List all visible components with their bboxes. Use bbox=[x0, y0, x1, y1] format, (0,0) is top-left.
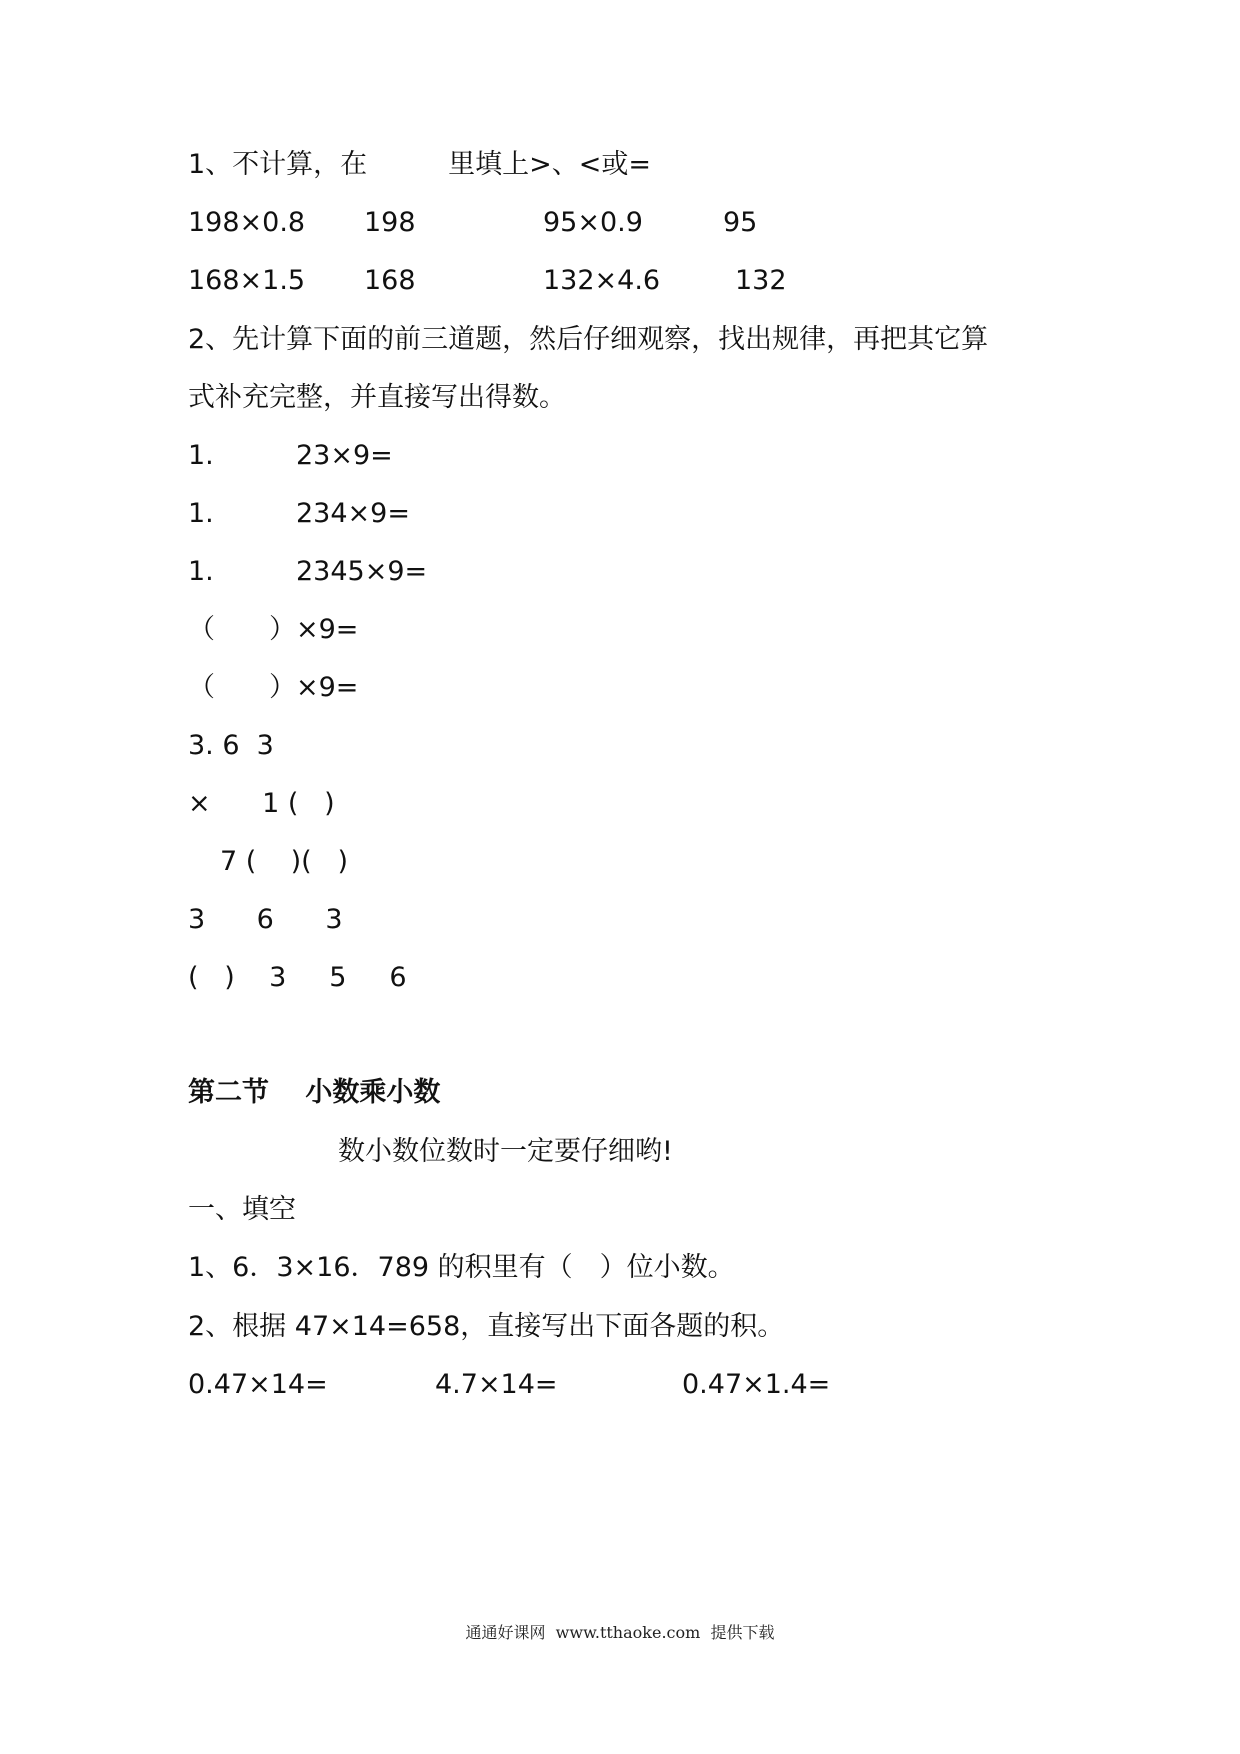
footer-credit: 通通好课网 www.tthaoke.com 提供下载 bbox=[465, 1623, 775, 1642]
product-expr: 4.7×14= bbox=[435, 1369, 558, 1400]
q1-expr: 132×4.6 bbox=[543, 265, 661, 296]
q1-compare: 95 bbox=[723, 207, 758, 238]
q3-line: 3 6 3 bbox=[188, 904, 343, 935]
q2-item-label: 1. bbox=[188, 556, 214, 587]
q3-line: 7 ( )( ) bbox=[220, 846, 348, 877]
product-expr: 0.47×1.4= bbox=[682, 1369, 831, 1400]
part-heading: 一、填空 bbox=[188, 1194, 296, 1225]
q1-expr: 95×0.9 bbox=[543, 207, 643, 238]
q3-line: ( ) 3 5 6 bbox=[188, 962, 407, 993]
fill-question-2: 2、根据 47×14=658，直接写出下面各题的积。 bbox=[188, 1311, 785, 1342]
q3-line: 3. 6 3 bbox=[188, 730, 274, 761]
q1-compare: 168 bbox=[364, 265, 416, 296]
q2-item-expr: 2345×9= bbox=[296, 556, 428, 587]
fill-question-1: 1、6．3×16．789 的积里有（ ）位小数。 bbox=[188, 1252, 735, 1283]
q1-expr: 168×1.5 bbox=[188, 265, 306, 296]
q2-blank-row: （ ）×9= bbox=[188, 672, 359, 703]
q1-expr: 198×0.8 bbox=[188, 207, 306, 238]
q1-compare: 198 bbox=[364, 207, 416, 238]
section-title: 第二节 小数乘小数 bbox=[188, 1077, 441, 1108]
q2-intro-cont: 式补充完整，并直接写出得数。 bbox=[188, 382, 566, 413]
q2-intro: 2、先计算下面的前三道题，然后仔细观察，找出规律，再把其它算 bbox=[188, 324, 989, 355]
q3-line: × 1 ( ) bbox=[188, 788, 335, 819]
q2-item-label: 1. bbox=[188, 498, 214, 529]
q2-item-label: 1. bbox=[188, 440, 214, 471]
q2-item-expr: 234×9= bbox=[296, 498, 410, 529]
q2-blank-row: （ ）×9= bbox=[188, 614, 359, 645]
section-tip: 数小数位数时一定要仔细哟! bbox=[338, 1136, 673, 1167]
product-expr: 0.47×14= bbox=[188, 1369, 328, 1400]
q1-title: 1、不计算，在 里填上>、<或= bbox=[188, 149, 652, 180]
q2-item-expr: 23×9= bbox=[296, 440, 393, 471]
q1-compare: 132 bbox=[735, 265, 787, 296]
